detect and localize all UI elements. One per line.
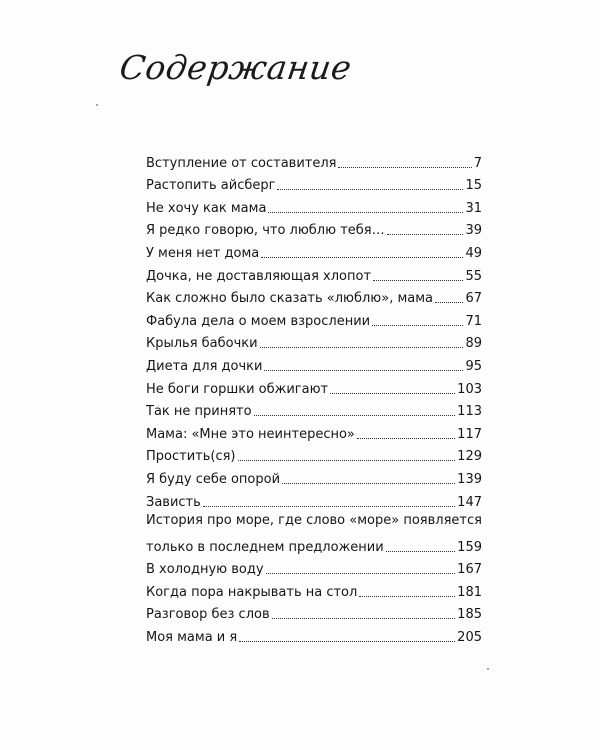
toc-entry-title: Фабула дела о моем взрослении (146, 313, 371, 329)
toc-entry[interactable] (146, 171, 482, 194)
toc-entry[interactable] (146, 442, 482, 465)
toc-entry-page: 7 (473, 155, 482, 171)
toc-entry-page: 147 (457, 494, 482, 510)
dot-leader (261, 257, 463, 258)
toc-entry-page: 113 (457, 404, 482, 420)
dot-leader (338, 167, 471, 168)
toc-entry-title: История про море, где слово «море» появляется (146, 512, 482, 528)
toc-entry[interactable] (146, 510, 482, 555)
toc-entry-page: 67 (465, 291, 482, 307)
toc-entry-title: Моя мама и я (146, 630, 238, 646)
toc-entry-title: Я редко говорю, что люблю тебя… (146, 223, 385, 239)
paper-speck (96, 104, 98, 106)
toc-entry-page: 159 (457, 539, 482, 555)
toc-entry-page: 31 (465, 200, 482, 216)
page-title: Содержание (117, 48, 355, 87)
dot-leader (268, 212, 463, 213)
dot-leader (260, 347, 464, 348)
dot-leader (435, 302, 463, 303)
toc-entry-page: 89 (465, 336, 482, 352)
toc-entry[interactable] (146, 577, 482, 600)
toc-entry-page: 167 (457, 562, 482, 578)
toc-entry-title: Разговор без слов (146, 607, 270, 623)
table-of-contents (146, 148, 482, 645)
toc-entry-page: 95 (465, 358, 482, 374)
toc-entry[interactable] (146, 261, 482, 284)
toc-entry[interactable] (146, 374, 482, 397)
dot-leader (277, 189, 463, 190)
toc-entry-title: Не хочу как мама (146, 200, 267, 216)
toc-entry[interactable] (146, 487, 482, 510)
toc-entry-page: 55 (465, 268, 482, 284)
toc-entry[interactable] (146, 284, 482, 307)
dot-leader (203, 506, 455, 507)
toc-entry-title: Крылья бабочки (146, 336, 258, 352)
dot-leader (272, 618, 456, 619)
dot-leader (387, 234, 464, 235)
toc-entry-title: Диета для дочки (146, 358, 263, 374)
toc-entry-page: 49 (465, 245, 482, 261)
toc-entry-title: Дочка, не доставляющая хлопот (146, 268, 372, 284)
toc-entry-continuation (146, 532, 482, 555)
dot-leader (239, 641, 455, 642)
toc-entry[interactable] (146, 193, 482, 216)
toc-entry-page: 139 (457, 471, 482, 487)
toc-entry-title: Растопить айсберг (146, 178, 276, 194)
toc-entry-title: Мама: «Мне это неинтересно» (146, 426, 355, 442)
dot-leader (359, 596, 455, 597)
toc-entry-title: Как сложно было сказать «люблю», мама (146, 291, 434, 307)
dot-leader (254, 415, 456, 416)
toc-entry-title: Я буду себе опорой (146, 471, 281, 487)
toc-entry-title: Вступление от составителя (146, 155, 337, 171)
toc-entry[interactable] (146, 622, 482, 645)
toc-entry-title: Зависть (146, 494, 201, 510)
toc-entry[interactable] (146, 351, 482, 374)
toc-entry-title: Когда пора накрывать на стол (146, 584, 358, 600)
toc-entry-page: 181 (457, 584, 482, 600)
dot-leader (386, 551, 456, 552)
toc-entry[interactable] (146, 306, 482, 329)
dot-leader (330, 393, 455, 394)
toc-entry-page: 103 (457, 381, 482, 397)
toc-entry[interactable] (146, 600, 482, 623)
toc-entry-title-line2: только в последнем предложении (146, 539, 384, 555)
toc-entry[interactable] (146, 329, 482, 352)
toc-entry-title: Так не принято (146, 404, 252, 420)
toc-entry-title: Не боги горшки обжигают (146, 381, 329, 397)
toc-entry-title: У меня нет дома (146, 245, 260, 261)
toc-entry[interactable] (146, 148, 482, 171)
paper-speck (487, 668, 489, 670)
toc-entry-title: В холодную воду (146, 562, 264, 578)
dot-leader (282, 483, 455, 484)
toc-entry-page: 117 (457, 426, 482, 442)
dot-leader (264, 370, 463, 371)
toc-entry-page: 39 (465, 223, 482, 239)
toc-entry-page: 71 (465, 313, 482, 329)
dot-leader (357, 438, 455, 439)
toc-entry[interactable] (146, 555, 482, 578)
toc-entry-page: 129 (457, 449, 482, 465)
toc-entry[interactable] (146, 216, 482, 239)
toc-entry-title: Простить(ся) (146, 449, 236, 465)
toc-entry-page: 15 (465, 178, 482, 194)
dot-leader (372, 325, 463, 326)
toc-entry[interactable] (146, 397, 482, 420)
toc-entry[interactable] (146, 238, 482, 261)
dot-leader (266, 573, 456, 574)
toc-entry[interactable] (146, 419, 482, 442)
dot-leader (373, 280, 463, 281)
dot-leader (238, 460, 456, 461)
toc-entry[interactable] (146, 464, 482, 487)
toc-entry-page: 205 (457, 630, 482, 646)
toc-entry-page: 185 (457, 607, 482, 623)
